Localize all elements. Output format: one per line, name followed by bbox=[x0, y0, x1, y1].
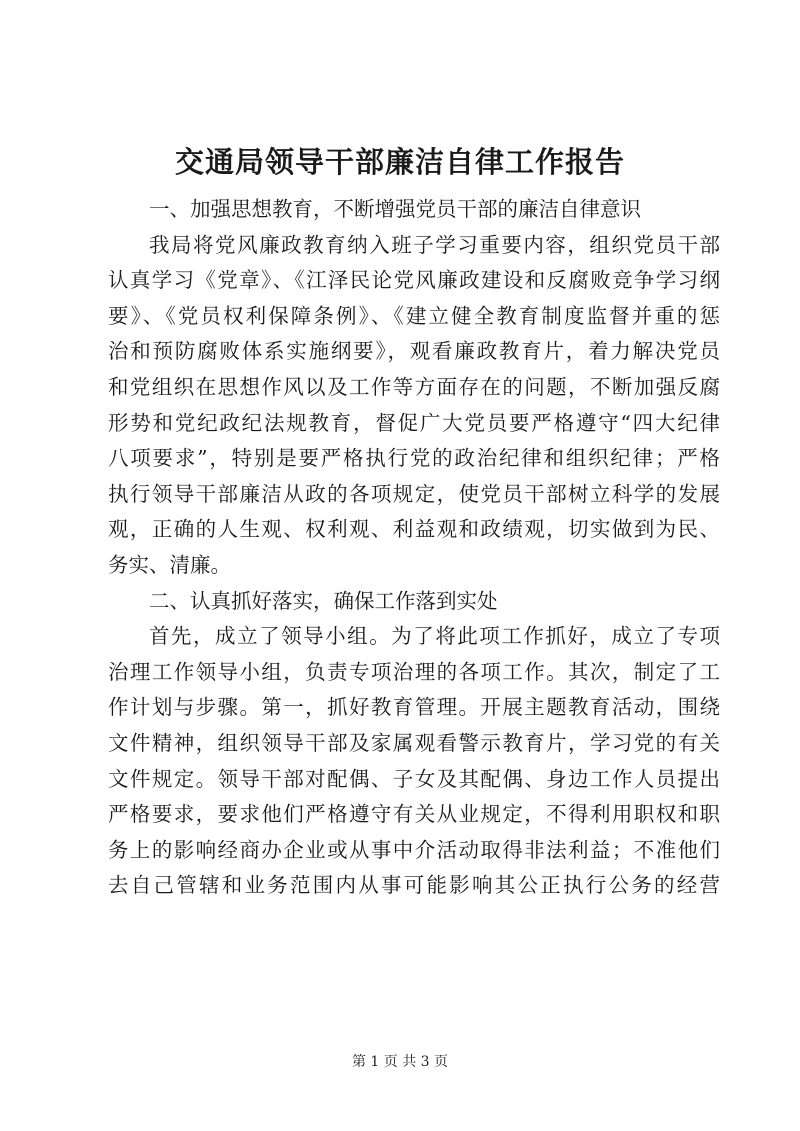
text-line: 八项要求”，特别是要严格执行党的政治纪律和组织纪律；严格 bbox=[108, 446, 720, 471]
text-line: 务实、清廉。 bbox=[108, 552, 231, 577]
text-line: 严格要求，要求他们严格遵守有关从业规定，不得利用职权和职 bbox=[108, 802, 720, 827]
page-footer: 第 1 页 共 3 页 bbox=[351, 1054, 449, 1070]
page-title: 交通局领导干部廉洁自律工作报告 bbox=[174, 145, 625, 179]
text-line: 执行领导干部廉洁从政的各项规定，使党员干部树立科学的发展 bbox=[108, 481, 720, 506]
text-line: 首先，成立了领导小组。为了将此项工作抓好，成立了专项 bbox=[149, 624, 720, 649]
text-line: 形势和党纪政纪法规教育，督促广大党员要严格遵守“四大纪律 bbox=[108, 410, 720, 435]
text-line: 要》、《党员权利保障条例》、《建立健全教育制度监督并重的惩 bbox=[108, 303, 720, 328]
text-line: 二、认真抓好落实，确保工作落到实处 bbox=[149, 588, 498, 613]
text-line: 认真学习《党章》、《江泽民论党风廉政建设和反腐败竞争学习纲 bbox=[108, 268, 720, 293]
text-line: 去自己管辖和业务范围内从事可能影响其公正执行公务的经营 bbox=[108, 873, 720, 898]
text-line: 文件精神，组织领导干部及家属观看警示教育片，学习党的有关 bbox=[108, 730, 720, 755]
text-line: 治和预防腐败体系实施纲要》，观看廉政教育片，着力解决党员 bbox=[108, 339, 720, 364]
text-line: 文件规定。领导干部对配偶、子女及其配偶、身边工作人员提出 bbox=[108, 766, 720, 791]
text-line: 和党组织在思想作风以及工作等方面存在的问题，不断加强反腐 bbox=[108, 374, 720, 399]
document-body bbox=[108, 192, 720, 904]
text-line: 治理工作领导小组，负责专项治理的各项工作。其次，制定了工 bbox=[108, 659, 720, 684]
text-line: 观，正确的人生观、权利观、利益观和政绩观，切实做到为民、 bbox=[108, 517, 720, 542]
text-line: 一、加强思想教育，不断增强党员干部的廉洁自律意识 bbox=[149, 197, 641, 221]
text-line: 作计划与步骤。第一，抓好教育管理。开展主题教育活动，围绕 bbox=[108, 695, 720, 720]
text-line: 务上的影响经商办企业或从事中介活动取得非法利益；不准他们 bbox=[108, 837, 720, 862]
text-line: 我局将党风廉政教育纳入班子学习重要内容，组织党员干部 bbox=[149, 232, 720, 257]
